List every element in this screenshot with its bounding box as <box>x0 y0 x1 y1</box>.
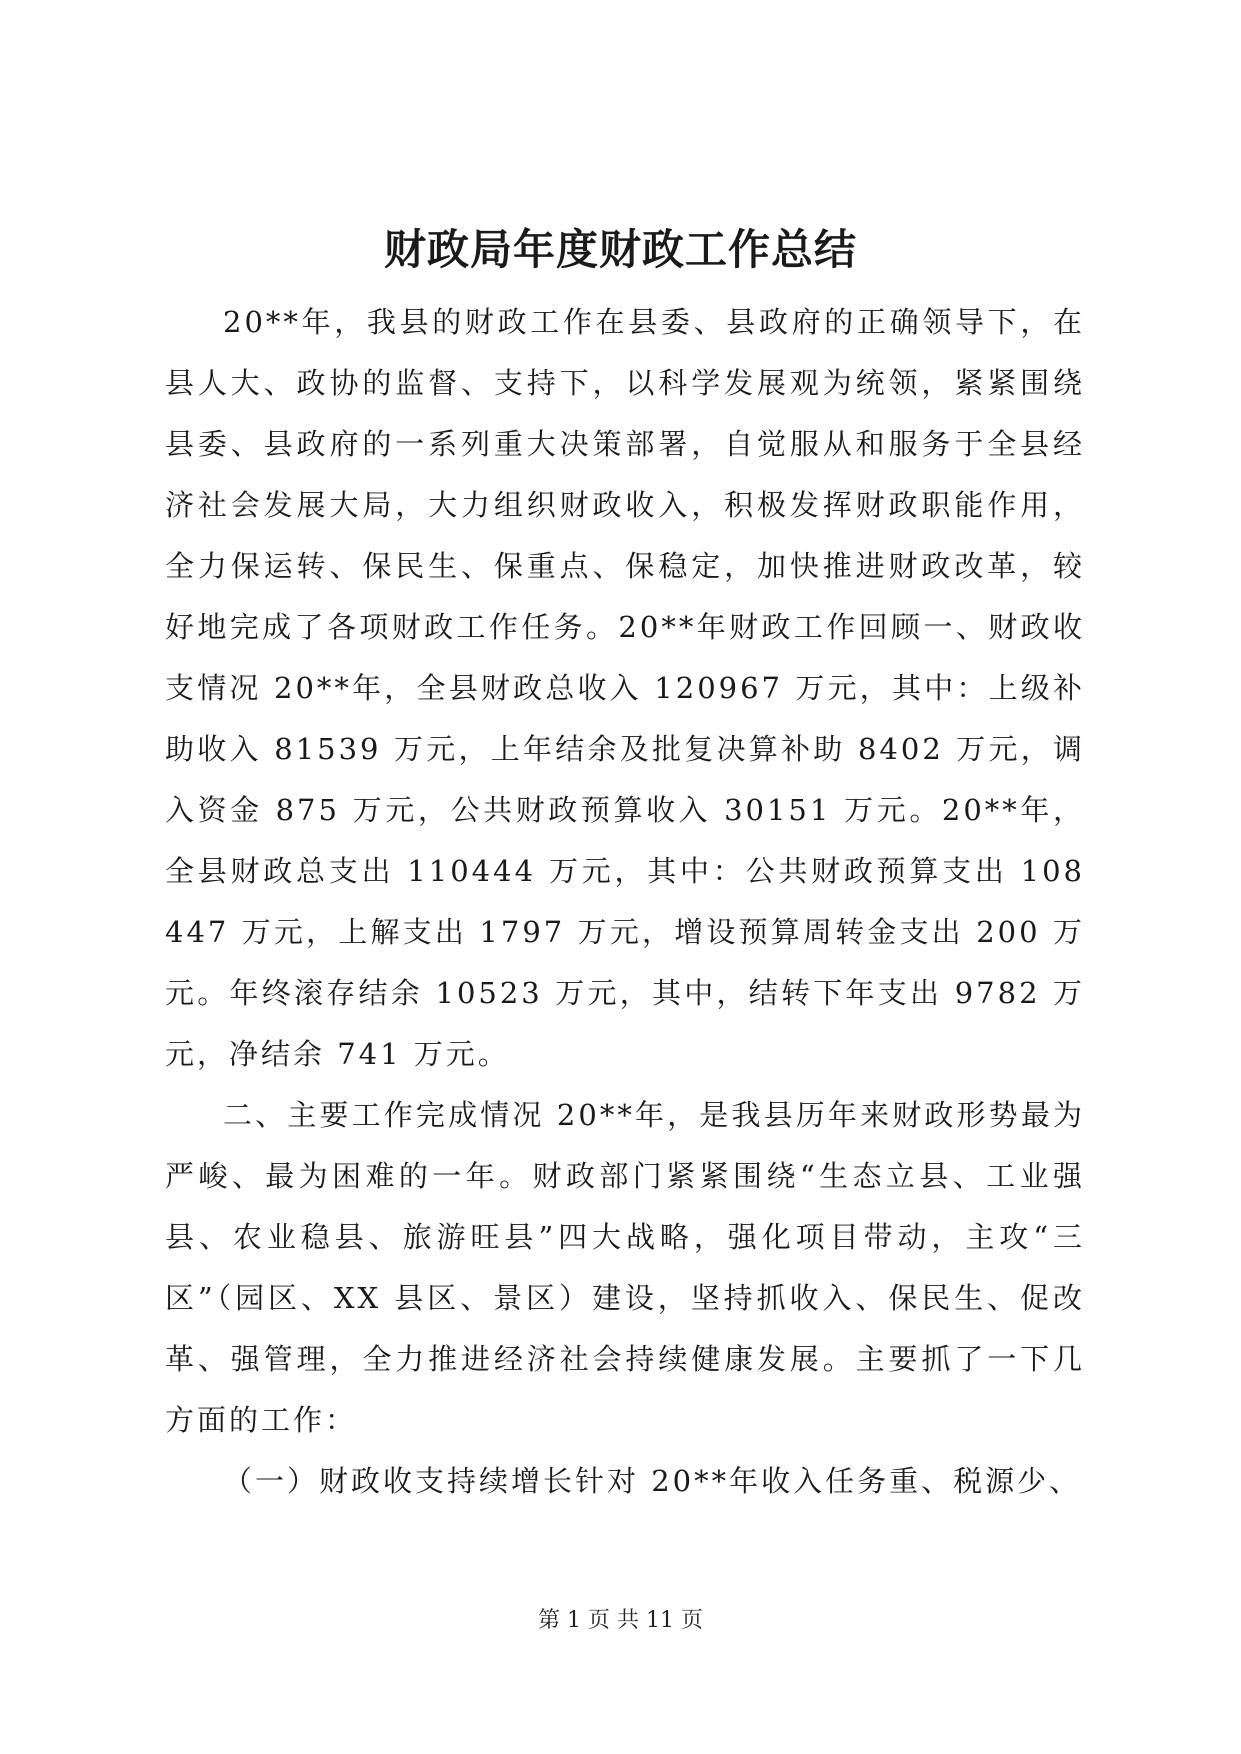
document-body <box>165 292 1085 1512</box>
document-title: 财政局年度财政工作总结 <box>383 225 857 274</box>
paragraph-1: 20**年，我县的财政工作在县委、县政府的正确领导下，在县人大、政协的监督、支持下，以科学发展观为统领，紧紧围绕县委、县政府的一系列重大决策部署，自觉服从和服务于全县经济社会发展大局，大力组织财政收入，积极发挥财政职能作用，全力保运转、保民生、保重点、保稳定，加快推进财政改革，较好地完成了各项财政工作任务。20**年财政工作回顾一、财政收支情况 20**年，全县财政总收入 120967 万元，其中：上级补助收入 81539 万元，上年结余及批复决算补助 8402 万元，调入资金 875 万元，公共财政预算收入 30151 万元。20**年，全县财政总支出 110444 万元，其中：公共财政预算支出 108447 万元，上解支出 1797 万元，增设预算周转金支出 200 万元。年终滚存结余 10523 万元，其中，结转下年支出 9782 万元，净结余 741 万元。 <box>165 305 1085 1071</box>
page-number-footer: 第 1 页 共 11 页 <box>538 1608 703 1633</box>
paragraph-2: 二、主要工作完成情况 20**年，是我县历年来财政形势最为严峻、最为困难的一年。财政部门紧紧围绕“生态立县、工业强县、农业稳县、旅游旺县”四大战略，强化项目带动，主攻“三区”（园区、XX 县区、景区）建设，坚持抓收入、保民生、促改革、强管理，全力推进经济社会持续健康发展。主要抓了一下几方面的工作： <box>165 1098 1085 1437</box>
paragraph-3: （一）财政收支持续增长针对 20**年收入任务重、税源少、 <box>223 1464 1082 1498</box>
